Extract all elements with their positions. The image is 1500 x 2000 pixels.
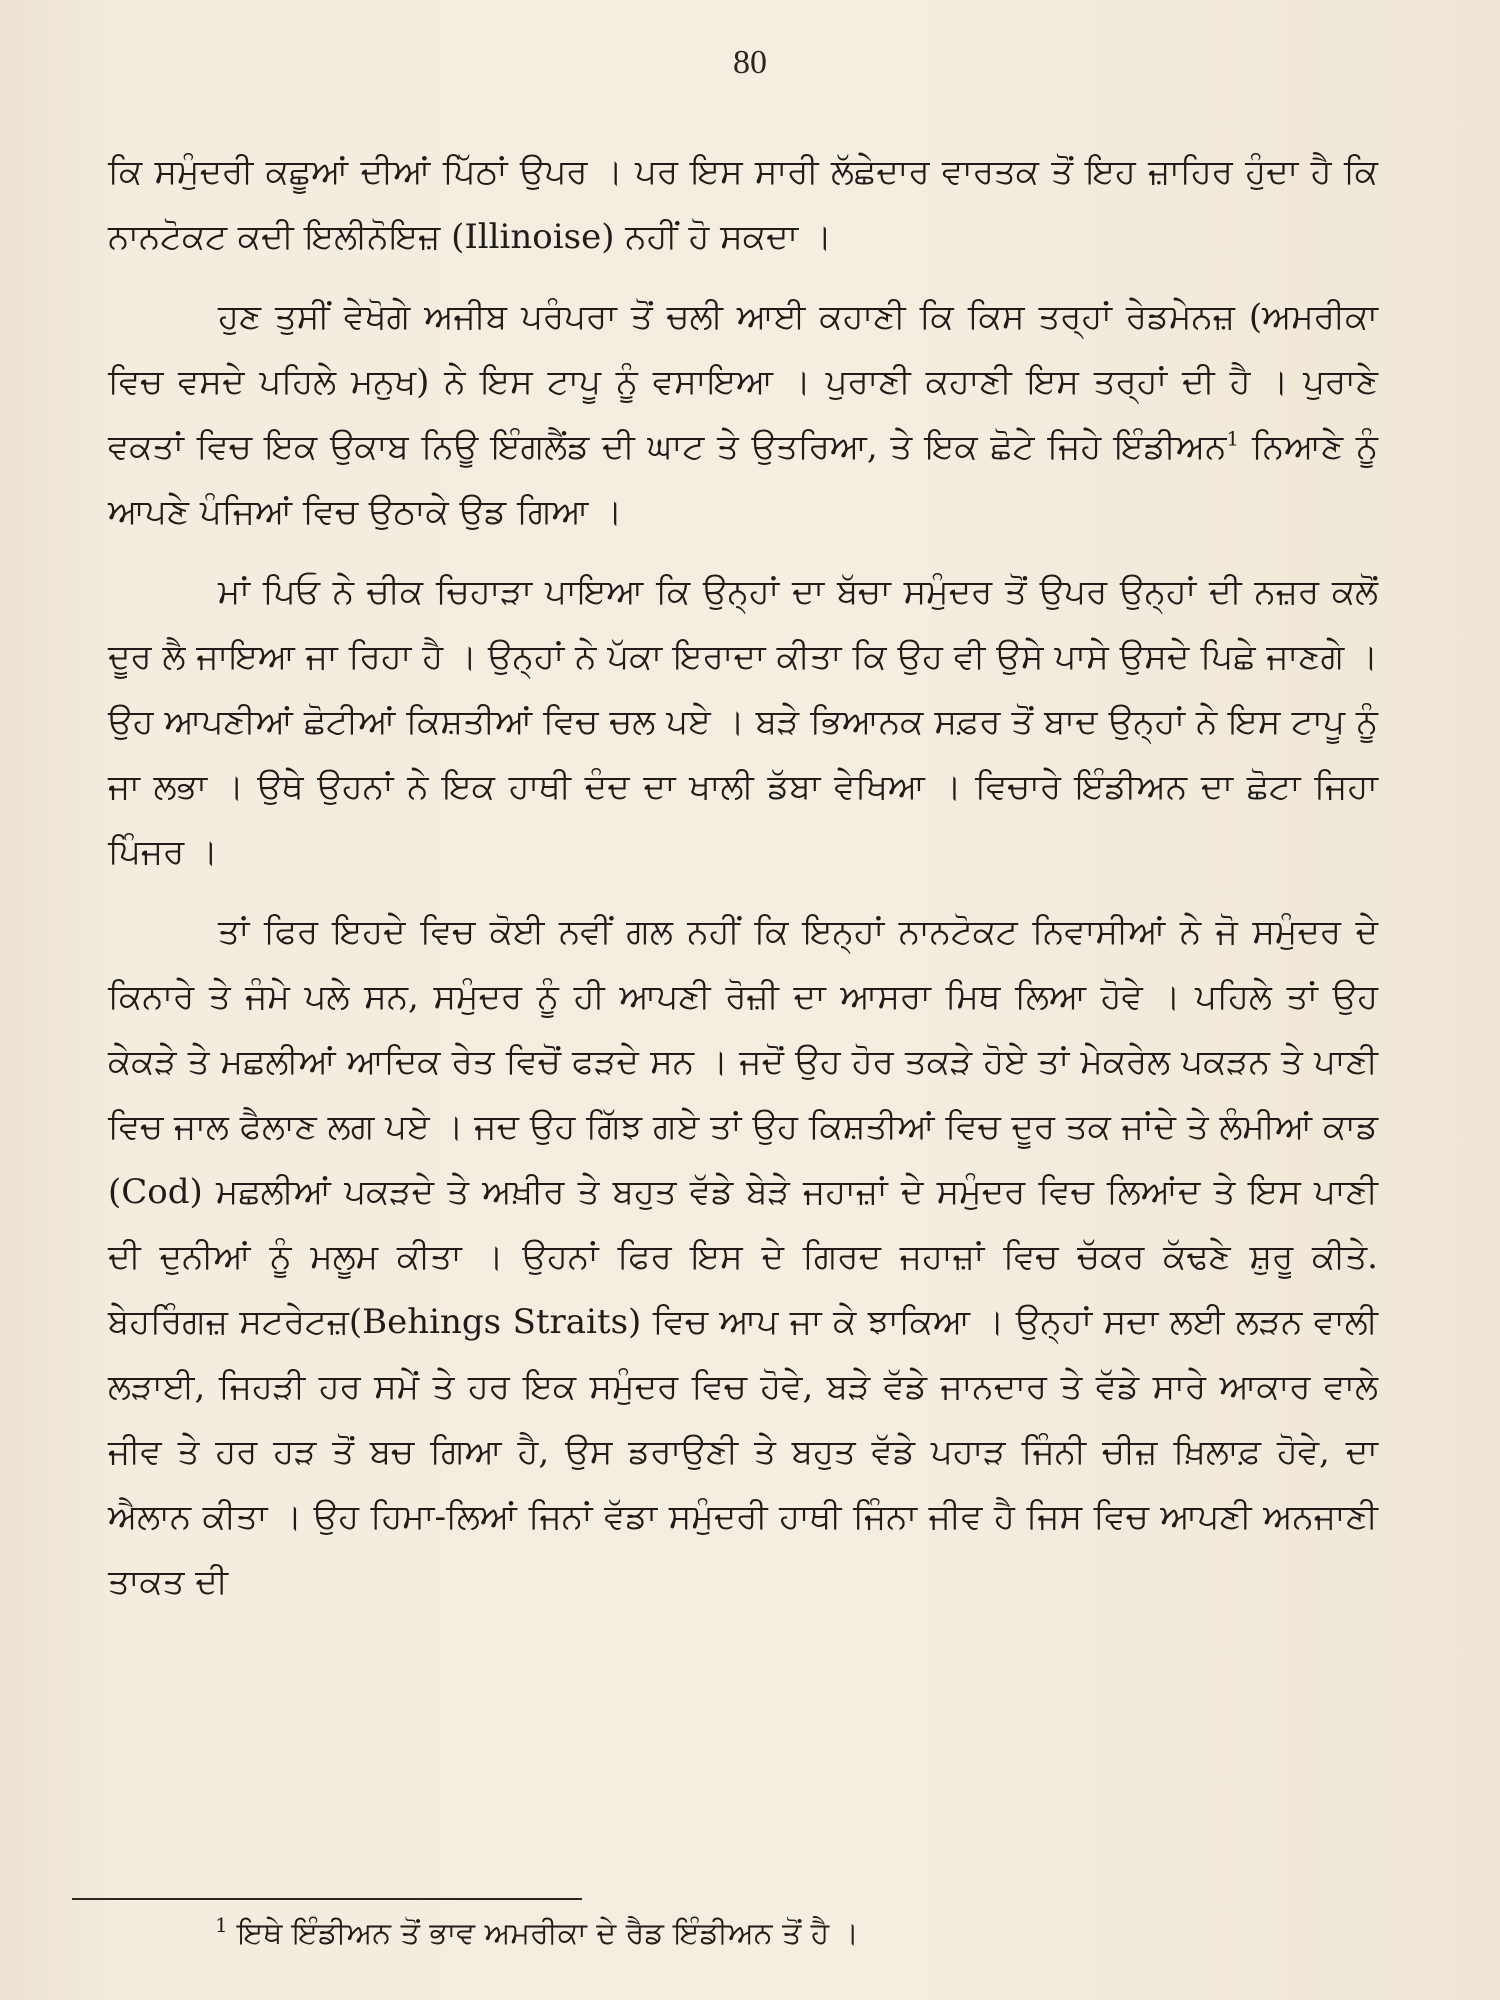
paragraph-2-text-after: ਨਿਆਣੇ ਨੂੰ ਆਪਣੇ ਪੰਜਿਆਂ ਵਿਚ ਉਠਾਕੇ ਉਡ ਗਿਆ । (108, 427, 1378, 532)
paragraph-3: ਮਾਂ ਪਿਓ ਨੇ ਚੀਕ ਚਿਹਾੜਾ ਪਾਇਆ ਕਿ ਉਨ੍ਹਾਂ ਦਾ ਬੱਚਾ ਸਮੁੰਦਰ ਤੋਂ ਉਪਰ ਉਨ੍ਹਾਂ ਦੀ ਨਜ਼ਰ ਕਲੋਂ ਦੂਰ ਲੈ ਜਾਇਆ ਜਾ ਰਿਹਾ ਹੈ । ਉਨ੍ਹਾਂ ਨੇ ਪੱਕਾ ਇਰਾਦਾ ਕੀਤਾ ਕਿ ਉਹ ਵੀ ਉਸੇ ਪਾਸੇ ਉਸਦੇ ਪਿਛੇ ਜਾਣਗੇ । ਉਹ ਆਪਣੀਆਂ ਛੋਟੀਆਂ ਕਿਸ਼ਤੀਆਂ ਵਿਚ ਚਲ ਪਏ । ਬੜੇ ਭਿਆਨਕ ਸਫ਼ਰ ਤੋਂ ਬਾਦ ਉਨ੍ਹਾਂ ਨੇ ਇਸ ਟਾਪੂ ਨੂੰ ਜਾ ਲਭਾ । ਉਥੇ ਉਹਨਾਂ ਨੇ ਇਕ ਹਾਥੀ ਦੰਦ ਦਾ ਖਾਲੀ ਡੱਬਾ ਵੇਖਿਆ । ਵਿਚਾਰੇ ਇੰਡੀਅਨ ਦਾ ਛੋਟਾ ਜਿਹਾ ਪਿੰਜਰ । (108, 572, 1378, 872)
paragraph-4: ਤਾਂ ਫਿਰ ਇਹਦੇ ਵਿਚ ਕੋਈ ਨਵੀਂ ਗਲ ਨਹੀਂ ਕਿ ਇਨ੍ਹਾਂ ਨਾਨਟੋਕਟ ਨਿਵਾਸੀਆਂ ਨੇ ਜੋ ਸਮੁੰਦਰ ਦੇ ਕਿਨਾਰੇ ਤੇ ਜੰਮੇ ਪਲੇ ਸਨ, ਸਮੁੰਦਰ ਨੂੰ ਹੀ ਆਪਣੀ ਰੋਜ਼ੀ ਦਾ ਆਸਰਾ ਮਿਥ ਲਿਆ ਹੋਵੇ । ਪਹਿਲੇ ਤਾਂ ਉਹ ਕੇਕੜੇ ਤੇ ਮਛਲੀਆਂ ਆਦਿਕ ਰੇਤ ਵਿਚੋਂ ਫੜਦੇ ਸਨ । ਜਦੋਂ ਉਹ ਹੋਰ ਤਕੜੇ ਹੋਏ ਤਾਂ ਮੇਕਰੇਲ ਪਕੜਨ ਤੇ ਪਾਣੀ ਵਿਚ ਜਾਲ ਫੈਲਾਣ ਲਗ ਪਏ । ਜਦ ਉਹ ਗਿੱਝ ਗਏ ਤਾਂ ਉਹ ਕਿਸ਼ਤੀਆਂ ਵਿਚ ਦੂਰ ਤਕ ਜਾਂਦੇ ਤੇ ਲੰਮੀਆਂ ਕਾਡ (Cod) ਮਛਲੀਆਂ ਪਕੜਦੇ ਤੇ ਅਖ਼ੀਰ ਤੇ ਬਹੁਤ ਵੱਡੇ ਬੇੜੇ ਜਹਾਜ਼ਾਂ ਦੇ ਸਮੁੰਦਰ ਵਿਚ ਲਿਆਂਦ ਤੇ ਇਸ ਪਾਣੀ ਦੀ ਦੁਨੀਆਂ ਨੂੰ ਮਲੂਮ ਕੀਤਾ । ਉਹਨਾਂ ਫਿਰ ਇਸ ਦੇ ਗਿਰਦ ਜਹਾਜ਼ਾਂ ਵਿਚ ਚੱਕਰ ਕੱਢਣੇ ਸ਼ੁਰੂ ਕੀਤੇ. ਬੇਹਰਿੰਗਜ਼ ਸਟਰੇਟਜ਼(Behings Straits) ਵਿਚ ਆਪ ਜਾ ਕੇ ਝਾਕਿਆ । ਉਨ੍ਹਾਂ ਸਦਾ ਲਈ ਲੜਨ ਵਾਲੀ ਲੜਾਈ, ਜਿਹੜੀ ਹਰ ਸਮੇਂ ਤੇ ਹਰ ਇਕ ਸਮੁੰਦਰ ਵਿਚ ਹੋਵੇ, ਬੜੇ ਵੱਡੇ ਜਾਨਦਾਰ ਤੇ ਵੱਡੇ ਸਾਰੇ ਆਕਾਰ ਵਾਲੇ ਜੀਵ ਤੇ ਹਰ ਹੜ ਤੋਂ ਬਚ ਗਿਆ ਹੈ, ਉਸ ਡਰਾਉਣੀ ਤੇ ਬਹੁਤ ਵੱਡੇ ਪਹਾੜ ਜਿੰਨੀ ਚੀਜ਼ ਖ਼ਿਲਾਫ਼ ਹੋਵੇ, ਦਾ ਐਲਾਨ ਕੀਤਾ । ਉਹ ਹਿਮਾ-ਲਿਆਂ ਜਿਨਾਂ ਵੱਡਾ ਸਮੁੰਦਰੀ ਹਾਥੀ ਜਿੰਨਾ ਜੀਵ ਹੈ ਜਿਸ ਵਿਚ ਆਪਣੀ ਅਨਜਾਣੀ ਤਾਕਤ ਦੀ (108, 912, 1378, 1602)
page-number: 80 (733, 44, 767, 81)
body-text (108, 140, 1378, 1615)
footnote (215, 1912, 1315, 1956)
paragraph-2-text: ਹੁਣ ਤੁਸੀਂ ਵੇਖੋਗੇ ਅਜੀਬ ਪਰੰਪਰਾ ਤੋਂ ਚਲੀ ਆਈ ਕਹਾਣੀ ਕਿ ਕਿਸ ਤਰ੍ਹਾਂ ਰੇਡਮੇਨਜ਼ (ਅਮਰੀਕਾ ਵਿਚ ਵਸਦੇ ਪਹਿਲੇ ਮਨੁਖ) ਨੇ ਇਸ ਟਾਪੂ ਨੂੰ ਵਸਾਇਆ । ਪੁਰਾਣੀ ਕਹਾਣੀ ਇਸ ਤਰ੍ਹਾਂ ਦੀ ਹੈ । ਪੁਰਾਣੇ ਵਕਤਾਂ ਵਿਚ ਇਕ ਉਕਾਬ ਨਿਊ ਇੰਗਲੈਂਡ ਦੀ ਘਾਟ ਤੇ ਉਤਰਿਆ, ਤੇ ਇਕ ਛੋਟੇ ਜਿਹੇ ਇੰਡੀਅਨ (108, 297, 1378, 467)
paragraph-2 (108, 285, 1378, 545)
footnote-reference: 1 (1226, 426, 1240, 451)
footnote-text: ਇਥੇ ਇੰਡੀਅਨ ਤੋਂ ਭਾਵ ਅਮਰੀਕਾ ਦੇ ਰੈਡ ਇੰਡੀਅਨ ਤੋਂ ਹੈ । (227, 1916, 859, 1951)
footnote-divider (72, 1898, 582, 1900)
paragraph-1: ਕਿ ਸਮੁੰਦਰੀ ਕਛੂਆਂ ਦੀਆਂ ਪਿੱਠਾਂ ਉਪਰ । ਪਰ ਇਸ ਸਾਰੀ ਲੱਛੇਦਾਰ ਵਾਰਤਕ ਤੋਂ ਇਹ ਜ਼ਾਹਿਰ ਹੁੰਦਾ ਹੈ ਕਿ ਨਾਨਟੋਕਟ ਕਦੀ ਇਲੀਨੋਇਜ਼ (Illinoise) ਨਹੀਂ ਹੋ ਸਕਦਾ । (108, 152, 1378, 257)
footnote-mark: 1 (215, 1913, 228, 1937)
